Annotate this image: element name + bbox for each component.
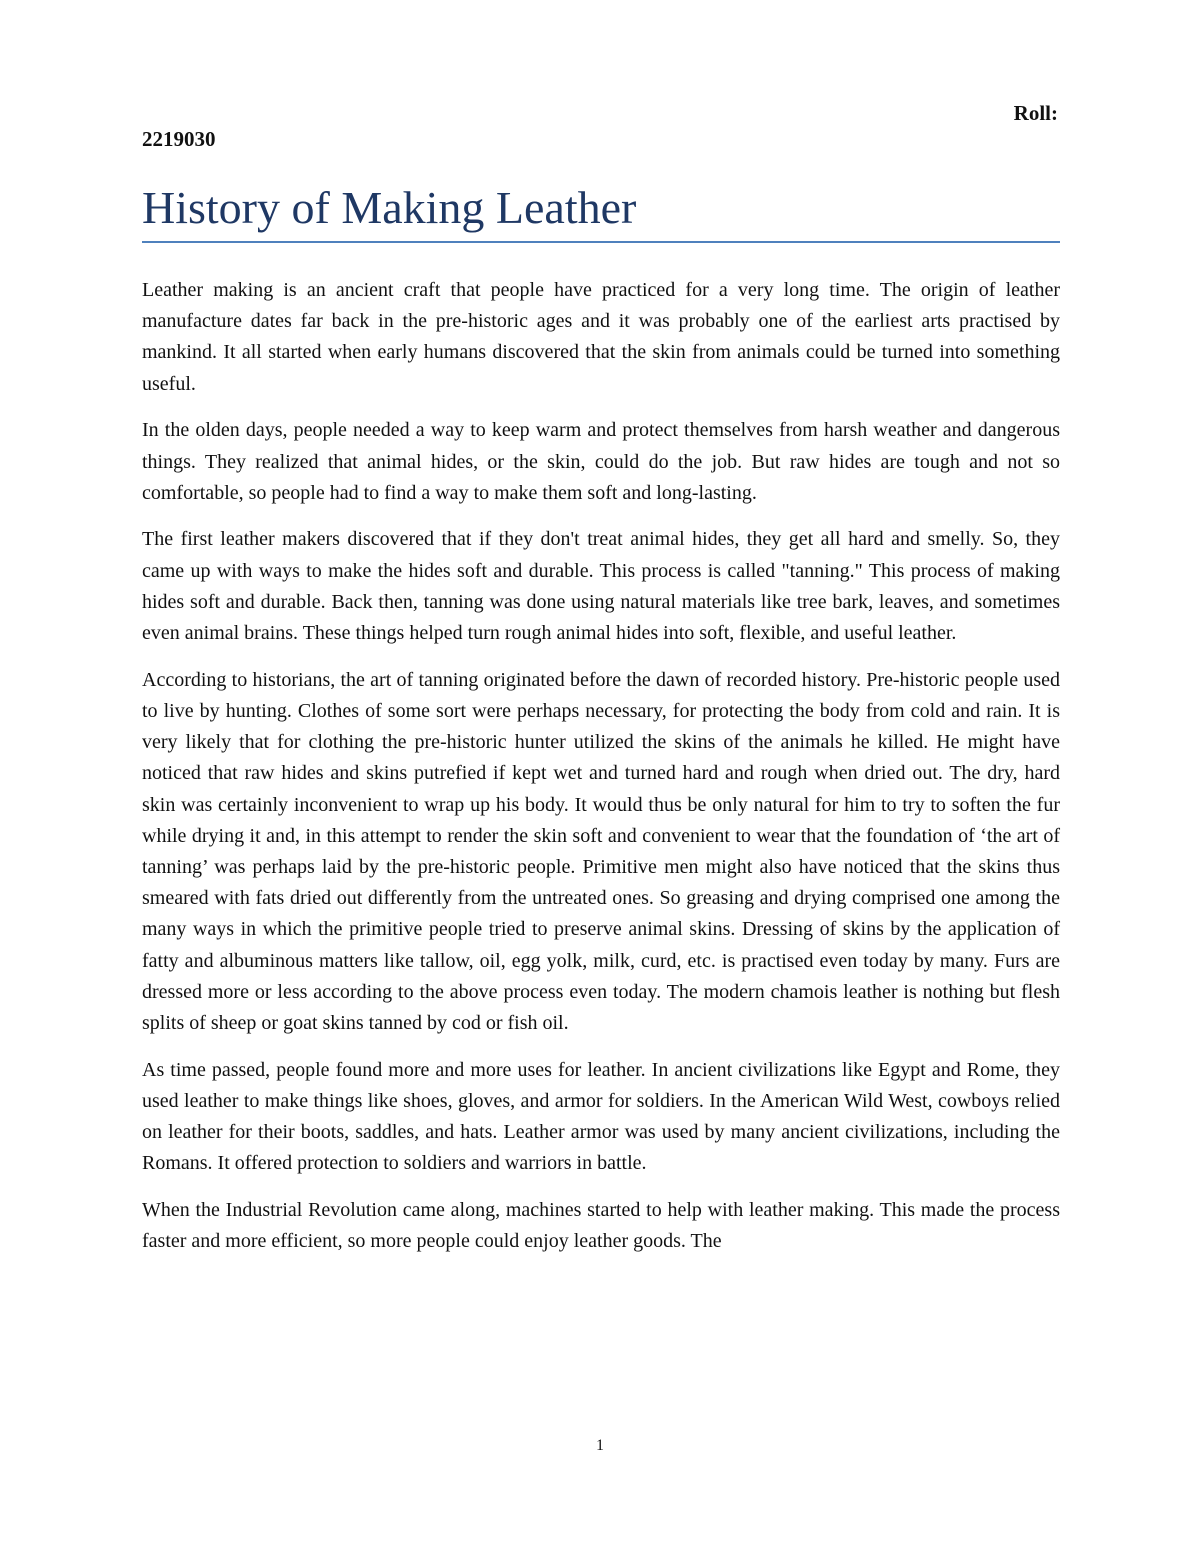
paragraph-industrial-revolution: When the Industrial Revolution came along, machines started to help with leather making. This made the process faster and more efficient, so more people could enjoy leather goods. The xyxy=(142,1198,1060,1253)
roll-label: Roll: xyxy=(1013,101,1058,125)
paragraph-olden-days: In the olden days, people needed a way to keep warm and protect themselves from harsh weather and dangerous things. They realized that animal hides, or the skin, could do the job. But raw hides are tough and not so comfortable, so people had to find a way to make them soft and long-lasting. xyxy=(142,419,1060,504)
paragraph-historians: According to historians, the art of tanning originated before the dawn of recorded history. Pre-historic people used to live by hunting. Clothes of some sort were perhaps necessary, for protecting the body from cold and rain. It is very likely that for clothing the pre-historic hunter utilized the skins of the animals he killed. He might have noticed that raw hides and skins putrefied if kept wet and turned hard and rough when dried out. The dry, hard skin was certainly inconvenient to wrap up his body. It would thus be only natural for him to try to soften the fur while drying it and, in this attempt to render the skin soft and convenient to wear that the foundation of ‘the art of tanning’ was perhaps laid by the pre-historic people. Primitive men might also have noticed that the skins thus smeared with fats dried out differently from the untreated ones. So greasing and drying comprised one among the many ways in which the primitive people tried to preserve animal skins. Dressing of skins by the application of fatty and albuminous matters like tallow, oil, egg yolk, milk, curd, etc. is practised even today by many. Furs are dressed more or less according to the above process even today. The modern chamois leather is nothing but flesh splits of sheep or goat skins tanned by cod or fish oil. xyxy=(142,668,1060,1034)
page-number: 1 xyxy=(596,1437,604,1454)
paragraph-tanning: The first leather makers discovered that if they don't treat animal hides, they get all hard and smelly. So, they came up with ways to make the hides soft and durable. This process is called "tanning." This process of making hides soft and durable. Back then, tanning was done using natural materials like tree bark, leaves, and sometimes even animal brains. These things helped turn rough animal hides into soft, flexible, and useful leather. xyxy=(142,528,1060,645)
document-title: History of Making Leather xyxy=(142,180,1060,243)
roll-number: 2219030 xyxy=(142,127,216,151)
paragraph-origin: Leather making is an ancient craft that people have practiced for a very long time. The origin of leather manufacture dates far back in the pre-historic ages and it was probably one of the earliest arts practised by mankind. It all started when early humans discovered that the skin from animals could be turned into something useful. xyxy=(142,279,1060,395)
paragraph-civilizations: As time passed, people found more and more uses for leather. In ancient civilizations like Egypt and Rome, they used leather to make things like shoes, gloves, and armor for soldiers. In the American Wild West, cowboys relied on leather for their boots, saddles, and hats. Leather armor was used by many ancient civilizations, including the Romans. It offered protection to soldiers and warriors in battle. xyxy=(142,1058,1060,1175)
document-body xyxy=(142,275,1060,1273)
